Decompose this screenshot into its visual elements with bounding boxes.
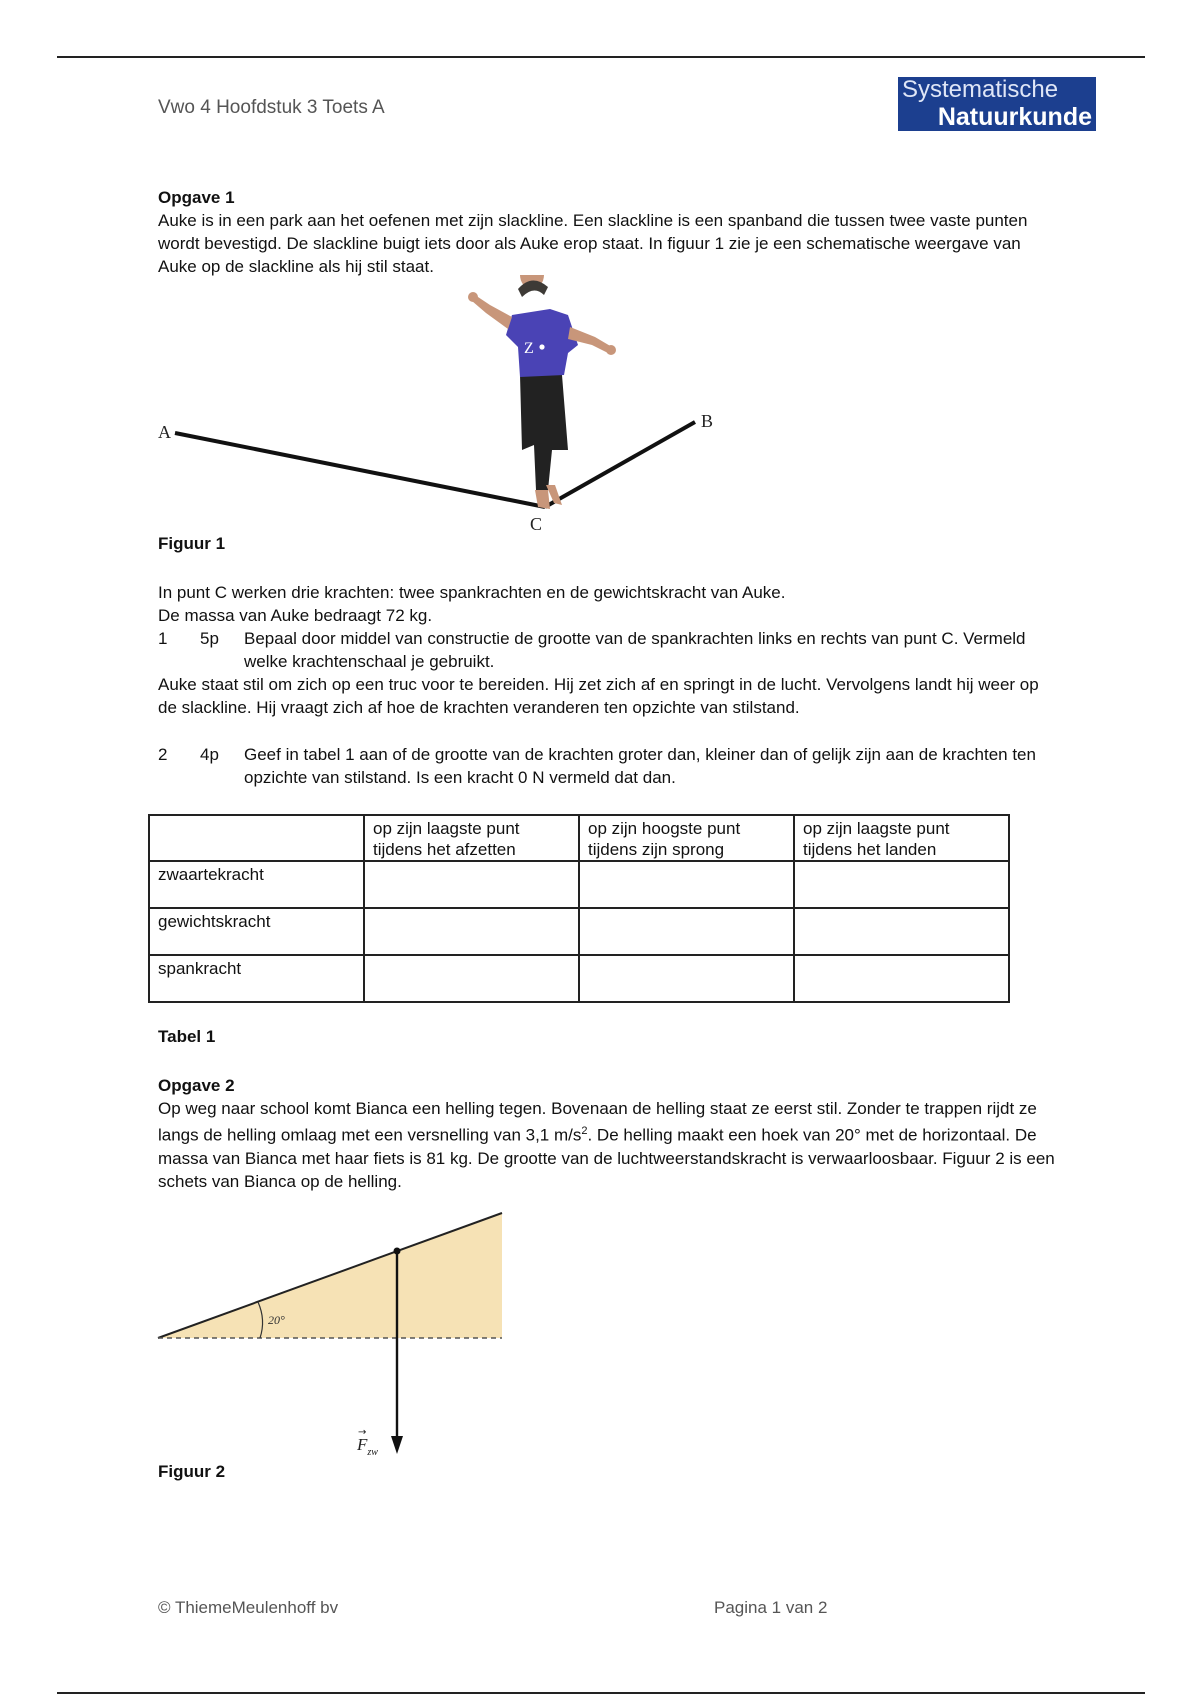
table-cell[interactable] [794,861,1009,908]
figure2-slope [150,1200,530,1470]
logo-line2: Natuurkunde [937,103,1092,131]
table-cell[interactable] [579,955,794,1002]
top-rule [57,56,1145,58]
table-header-cell: op zijn laagste punt tijdens het afzetten [364,815,579,861]
slackline-left [175,433,545,507]
table-cell[interactable] [364,908,579,955]
question-2-points: 4p [200,745,219,764]
table-header-row [149,815,1009,861]
table-row-label: gewichtskracht [149,908,364,955]
question-1-number: 1 [158,629,168,648]
figure1-slackline [150,275,730,540]
question-2-text: Geef in tabel 1 aan of de grootte van de krachten groter dan, kleiner dan of gelijk zijn aan de krachten ten opzichte van stilstand. Is een kracht 0 N vermeld dat dan. [244,745,1036,787]
table-row [149,908,1009,955]
opgave1-forces-block [158,581,1058,627]
person-figure [468,275,616,509]
document-title: Vwo 4 Hoofdstuk 3 Toets A [158,97,385,118]
footer-copyright: © ThiemeMeulenhoff bv [158,1598,339,1617]
figure2-caption: Figuur 2 [158,1462,226,1481]
figure1-caption: Figuur 1 [158,534,226,553]
forces-text: In punt C werken drie krachten: twee spankrachten en de gewichtskracht van Auke. [158,583,786,602]
opgave1-intro: Auke is in een park aan het oefenen met zijn slackline. Een slackline is een spanband die tussen twee vaste punten wordt bevestigd. De slackline buigt iets door als Auke erop staat. In figuur 1 zie je een schematische weergave van Auke op de slackline als hij stil staat. [158,211,1028,276]
table-header-cell [149,815,364,861]
opgave1-heading: Opgave 1 [158,188,235,207]
question-2-number: 2 [158,745,168,764]
opgave2-text-b: . De helling maakt een hoek van 20° met de horizontaal. De massa van Bianca met haar fiets is 81 kg. De grootte van de luchtweerstandskracht is verwaarloosbaar. Figuur 2 is een schets van Bianca op de helling. [158,1125,1055,1191]
table-header-cell: op zijn laagste punt tijdens het landen [794,815,1009,861]
table-row [149,861,1009,908]
gravity-arrow-head [391,1436,403,1454]
label-z: Z [524,340,534,357]
opgave2-text [158,1097,1058,1193]
table-cell[interactable] [579,861,794,908]
opgave1-intro-block [158,186,1058,278]
question-1-text: Bepaal door middel van constructie de grootte van de spankrachten links en rechts van punt C. Vermeld welke krachtenschaal je gebruikt. [244,629,1026,671]
table-row-label: spankracht [149,955,364,1002]
opgave2-text-a: Op weg naar school komt Bianca een helling tegen. Bovenaan de helling staat ze eerst stil. Zonder te trappen rijdt ze langs de helling omlaag met een versnelling van 3,1 m/s [158,1099,1037,1145]
table-1-caption: Tabel 1 [158,1027,216,1046]
table-cell[interactable] [364,955,579,1002]
angle-label: 20° [268,1313,285,1327]
label-b: B [701,411,714,431]
logo-line1: Systematische [902,76,1059,103]
table-cell[interactable] [794,955,1009,1002]
table-cell[interactable] [364,861,579,908]
center-of-mass-dot [539,344,544,349]
question-1-points: 5p [200,629,219,648]
jump-text-block [158,673,1058,719]
label-a: A [158,422,171,442]
opgave2-heading: Opgave 2 [158,1076,235,1095]
table-row-label: zwaartekracht [149,861,364,908]
force-label [356,1435,378,1458]
force-symbol: F [357,1435,368,1454]
bottom-rule [57,1692,1145,1694]
jump-text: Auke staat stil om zich op een truc voor te bereiden. Hij zet zich af en springt in de lucht. Vervolgens landt hij weer op de slackline. Hij vraagt zich af hoe de krachten veranderen ten opzichte van stilstand. [158,675,1039,717]
mass-text: De massa van Auke bedraagt 72 kg. [158,606,433,625]
opgave2-block [158,1074,1058,1193]
table-cell[interactable] [794,908,1009,955]
label-c: C [530,514,543,534]
table-row [149,955,1009,1002]
force-subscript: zw [367,1447,378,1458]
force-vector-arrow: → [358,1427,367,1438]
table-cell[interactable] [579,908,794,955]
table-1 [148,814,1010,1003]
table-header-cell: op zijn hoogste punt tijdens zijn sprong [579,815,794,861]
publisher-logo [898,77,1096,131]
footer-page-number: Pagina 1 van 2 [714,1598,828,1617]
opgave2-superscript: 2 [581,1125,588,1137]
slackline-right [545,422,695,507]
